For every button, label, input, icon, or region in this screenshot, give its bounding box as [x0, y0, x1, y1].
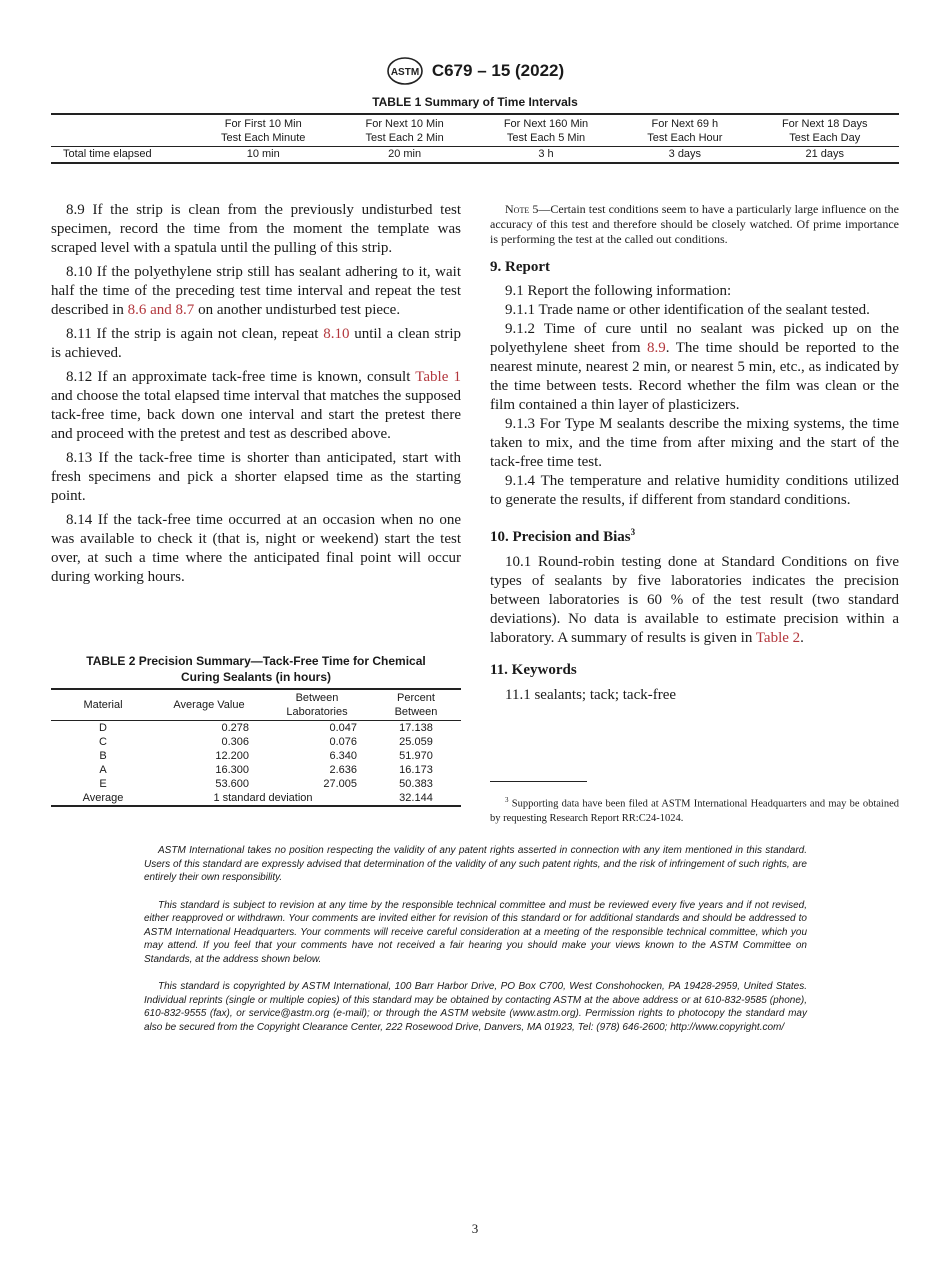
paragraph-8-11: 8.11 If the strip is again not clean, repeat 8.10 until a clean strip is achieved. [51, 326, 462, 361]
footnote-ref[interactable]: 3 [630, 527, 636, 537]
table1-header-cell: For Next 10 Min Test Each 2 Min [336, 114, 472, 147]
link-8-9[interactable]: 8.9 [647, 340, 666, 356]
paragraph-11-1: 11.1 sealants; tack; tack-free [505, 687, 677, 703]
footer-patent-notice: ASTM International takes no position respecting the validity of any patent rights asserted in connection with any item mentioned in this standard. Users of this standard are expressly advised that determination of the validity of any such patent rights, and the risk of infringement of such rights, are entirely their own responsibility. [144, 845, 807, 883]
table-row: B 12.200 6.340 51.970 [99, 750, 433, 762]
table2-caption: TABLE 2 Precision Summary—Tack-Free Time for Chemical Curing Sealants (in hours) [86, 654, 426, 684]
table1-row [51, 147, 899, 164]
link-8-10[interactable]: 8.10 [323, 326, 350, 342]
table1-cell: 3 h [473, 147, 619, 164]
document-designation: C679 – 15 (2022) [431, 61, 565, 80]
footnote-divider [490, 781, 587, 782]
table1-header-blank [51, 114, 190, 147]
paragraph-10-1: 10.1 Round-robin testing done at Standard Conditions on five types of sealants by five laboratories indicates the precision between laboratories is 60 % of the test result (two standard deviations). No data is available to estimate precision within a laboratory. A summary of results is given in Table 2. [490, 554, 899, 646]
page-number: 3 [471, 1221, 479, 1236]
table2-header-cell: Percent Between [371, 689, 461, 721]
link-8-6-8-7[interactable]: 8.6 and 8.7 [127, 302, 195, 318]
table2 [51, 688, 461, 807]
table1-caption: TABLE 1 Summary of Time Intervals [372, 95, 578, 109]
paragraph-8-10: 8.10 If the polyethylene strip still has sealant adhering to it, wait half the time of the preceding test time interval and repeat the test described in 8.6 and 8.7 on another undisturbed test piece. [51, 264, 461, 318]
table1-cell: 10 min [190, 147, 336, 164]
document-header [0, 56, 950, 86]
table1-header-cell: For Next 18 Days Test Each Day [750, 114, 899, 147]
table1-header-cell: For First 10 Min Test Each Minute [190, 114, 336, 147]
paragraph-9-1: 9.1 Report the following information: [505, 283, 732, 299]
footer-revision-notice: This standard is subject to revision at any time by the responsible technical committee and must be reviewed every five years and if not revised, either reapproved or withdrawn. Your comments are invited either for revision of this standard or for additional standards and should be addressed to ASTM International Headquarters. Your comments will receive careful consideration at a meeting of the responsible technical committee, which you may attend. If you feel that your comments have not received a fair hearing you should make your views known to the ASTM Committee on Standards, at the address shown below. [144, 899, 807, 965]
legal-footer [144, 844, 807, 1034]
table1-cell: 20 min [336, 147, 472, 164]
paragraph-8-13: 8.13 If the tack-free time is shorter than anticipated, start with fresh specimens and pick a shorter elapsed time as the starting point. [51, 450, 461, 504]
astm-logo-text: ASTM [390, 67, 419, 78]
table1-row-label: Total time elapsed [51, 147, 190, 164]
average-value: 32.144 [371, 791, 461, 806]
link-table-2[interactable]: Table 2 [755, 630, 801, 646]
table-row: C 0.306 0.076 25.059 [99, 736, 433, 748]
average-span: 1 standard deviation [155, 791, 371, 806]
table2-header-cell: Between Laboratories [263, 689, 371, 721]
section-heading-precision: 10. Precision and Bias$^3$ [490, 527, 636, 545]
table2-average-row [51, 791, 461, 806]
astm-logo [386, 56, 424, 86]
section-heading-keywords: 11. Keywords [490, 662, 577, 678]
table1-header-row [51, 114, 899, 147]
paragraph-9-1-2: 9.1.2 Time of cure until no sealant was picked up on the polyethylene sheet from 8.9. The time should be reported to the nearest minute, nearest 2 min, or nearest 5 min, etc., as indicated by the time between tests. Record whether the film was clean or the film contained a thin layer of plasticizers. [490, 321, 899, 413]
table1 [51, 113, 899, 164]
table1-header-cell: For Next 69 h Test Each Hour [619, 114, 750, 147]
paragraph-8-14: 8.14 If the tack-free time occurred at an occasion when no one was available to check it (that is, night or weekend) start the test over, at such a time where the anticipated final point will occur during working hours. [51, 512, 461, 585]
right-column [490, 202, 899, 705]
link-table-1[interactable]: Table 1 [415, 369, 461, 385]
paragraph-9-1-4: 9.1.4 The temperature and relative humidity conditions utilized to generate the results, if different from standard conditions. [490, 473, 899, 508]
note-5: Note 5—Certain test conditions seem to have a particularly large influence on the accuracy of this test and therefore should be closely watched. Of prime importance is performing the test at the called out conditions. [490, 202, 900, 246]
section-heading-report: 9. Report [490, 259, 550, 275]
table2-header-row [51, 689, 461, 721]
paragraph-8-9: 8.9 If the strip is clean from the previously undisturbed test specimen, record the time from the moment the template was scraped level with a spatula until the pulling of this strip. [51, 202, 461, 256]
table-row: D 0.278 0.047 17.138 [99, 722, 433, 734]
table-row: E 53.600 27.005 50.383 [99, 778, 433, 790]
table1-cell: 3 days [619, 147, 750, 164]
footnote-3: $^3$ Supporting data have been filed at ASTM International Headquarters and may be obtained by requesting Research Report RR:C24-1024. [490, 796, 899, 824]
table2-header-cell: Material [51, 689, 155, 721]
table-row: A 16.300 2.636 16.173 [99, 764, 433, 776]
paragraph-8-12: 8.12 If an approximate tack-free time is known, consult Table 1 and choose the total elapsed time interval that matches the supposed tack-free time, back down one interval and start the pretest there and proceed with the pretest and test as described above. [51, 369, 461, 442]
table1-cell: 21 days [750, 147, 899, 164]
note-label: Note 5 [505, 202, 539, 216]
paragraph-9-1-1: 9.1.1 Trade name or other identification of the sealant tested. [505, 302, 870, 318]
average-label: Average [51, 791, 155, 806]
footer-copyright-notice: This standard is copyrighted by ASTM International, 100 Barr Harbor Drive, PO Box C700, West Conshohocken, PA 19428-2959, United States. Individual reprints (single or multiple copies) of this standard may be obtained by contacting ASTM at the above address or at 610-832-9585 (phone), 610-832-9555 (fax), or service@astm.org (e-mail); or through the ASTM website (www.astm.org). Permission rights to photocopy the standard may also be secured from the Copyright Clearance Center, 222 Rosewood Drive, Danvers, MA 01923, Tel: (978) 646-2600; http://www.copyright.com/ [144, 981, 807, 1033]
table1-header-cell: For Next 160 Min Test Each 5 Min [473, 114, 619, 147]
left-column [51, 201, 461, 587]
table2-header-cell: Average Value [155, 689, 263, 721]
paragraph-9-1-3: 9.1.3 For Type M sealants describe the mixing systems, the time taken to mix, and the time from after mixing and the start of the tack-free time test. [490, 416, 899, 470]
